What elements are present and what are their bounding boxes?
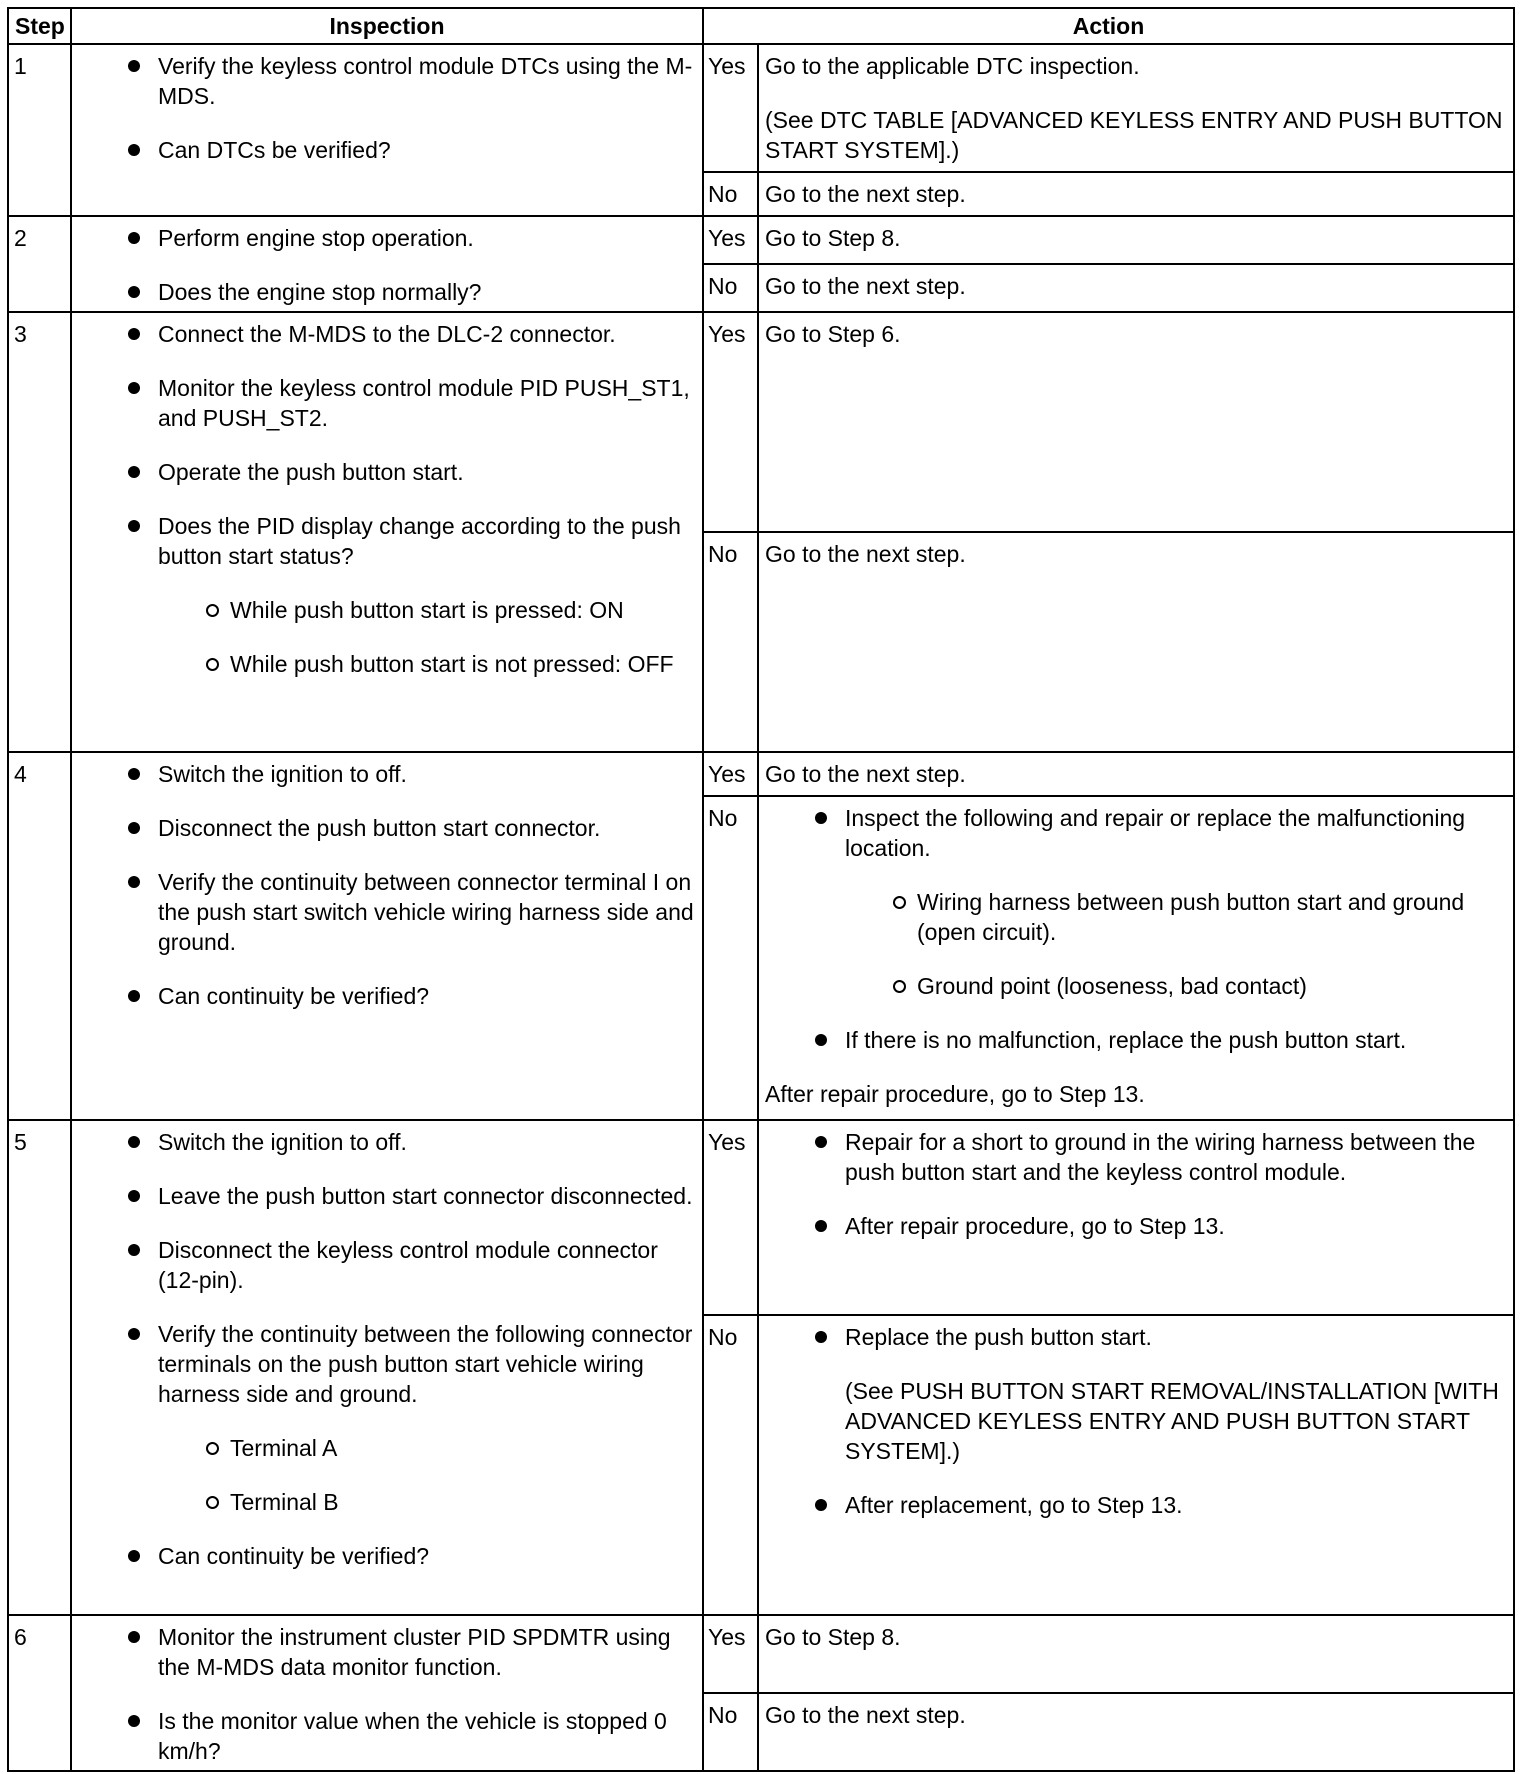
inspection-item: Monitor the keyless control module PID PUSH_ST1, and PUSH_ST2. [78,373,696,433]
inspection-item: Can DTCs be verified? [78,135,696,165]
inspection-item: Does the engine stop normally? [78,277,696,307]
inspection-item: Leave the push button start connector disconnected. [78,1181,696,1211]
no-action-cell: Go to the next step. [758,1693,1514,1771]
step-number: 1 [8,44,71,216]
yes-label: Yes [703,1120,758,1315]
step-2-yes-row [8,216,1514,264]
action-item [765,1322,1507,1466]
inspection-item-text: Verify the continuity between the following connector terminals on the push button start vehicle wiring harness side and ground. [158,1321,693,1407]
no-action-cell [758,1315,1514,1615]
inspection-item: Is the monitor value when the vehicle is stopped 0 km/h? [78,1706,696,1766]
troubleshooting-table [7,7,1515,1772]
inspection-item: Monitor the instrument cluster PID SPDMTR using the M-MDS data monitor function. [78,1622,696,1682]
inspection-subitem: Terminal B [154,1487,696,1517]
inspection-item: Disconnect the push button start connector. [78,813,696,843]
inspection-item: Perform engine stop operation. [78,223,696,253]
no-action-cell: Go to the next step. [758,172,1514,216]
step-number: 4 [8,752,71,1120]
see-reference-note: (See PUSH BUTTON START REMOVAL/INSTALLATION [WITH ADVANCED KEYLESS ENTRY AND PUSH BUTTON START SYSTEM].) [845,1378,1499,1464]
inspection-item [78,1319,696,1517]
header-action: Action [703,8,1514,44]
step-number: 2 [8,216,71,312]
no-label: No [703,532,758,752]
troubleshooting-table-container [7,7,1513,1767]
action-item-text: Inspect the following and repair or replace the malfunctioning location. [845,805,1466,861]
inspection-item: Switch the ignition to off. [78,759,696,789]
yes-label: Yes [703,44,758,172]
header-inspection: Inspection [71,8,703,44]
header-row [8,8,1514,44]
step-5-yes-row [8,1120,1514,1315]
action-item: After replacement, go to Step 13. [765,1490,1507,1520]
yes-action-cell: Go to Step 8. [758,216,1514,264]
yes-action-cell: Go to Step 8. [758,1615,1514,1693]
step-number: 6 [8,1615,71,1771]
step-1-yes-row [8,44,1514,172]
inspection-item: Disconnect the keyless control module connector (12-pin). [78,1235,696,1295]
action-item: After repair procedure, go to Step 13. [765,1211,1507,1241]
inspection-subitem: While push button start is not pressed: OFF [154,649,696,679]
step-3-yes-row [8,312,1514,532]
yes-label: Yes [703,752,758,796]
inspection-cell [71,752,703,1120]
action-item [765,803,1507,1001]
after-repair-text: After repair procedure, go to Step 13. [765,1081,1145,1107]
action-text: Go to the applicable DTC inspection. [765,53,1140,79]
inspection-item-text: Does the PID display change according to the push button start status? [158,513,681,569]
no-label: No [703,1315,758,1615]
action-subitem: Wiring harness between push button start and ground (open circuit). [841,887,1507,947]
yes-action-cell [758,1120,1514,1315]
inspection-cell [71,312,703,752]
inspection-item: Operate the push button start. [78,457,696,487]
step-4-yes-row [8,752,1514,796]
inspection-item: Verify the keyless control module DTCs using the M-MDS. [78,51,696,111]
yes-action-cell: Go to Step 6. [758,312,1514,532]
inspection-subitem: While push button start is pressed: ON [154,595,696,625]
step-number: 5 [8,1120,71,1615]
action-item-text: Replace the push button start. [845,1324,1152,1350]
yes-label: Yes [703,216,758,264]
action-subitem: Ground point (looseness, bad contact) [841,971,1507,1001]
step-6-yes-row [8,1615,1514,1693]
inspection-cell [71,216,703,312]
no-action-cell: Go to the next step. [758,532,1514,752]
inspection-item: Connect the M-MDS to the DLC-2 connector. [78,319,696,349]
no-action-cell [758,796,1514,1120]
action-text: (See DTC TABLE [ADVANCED KEYLESS ENTRY AND PUSH BUTTON START SYSTEM].) [765,107,1503,163]
inspection-cell [71,44,703,216]
inspection-item [78,511,696,679]
yes-label: Yes [703,312,758,532]
yes-action-cell: Go to the next step. [758,752,1514,796]
inspection-item: Can continuity be verified? [78,1541,696,1571]
no-label: No [703,264,758,312]
yes-label: Yes [703,1615,758,1693]
inspection-cell [71,1120,703,1615]
inspection-item: Can continuity be verified? [78,981,696,1011]
no-label: No [703,1693,758,1771]
inspection-item: Verify the continuity between connector terminal I on the push start switch vehicle wiring harness side and ground. [78,867,696,957]
no-label: No [703,172,758,216]
header-step: Step [8,8,71,44]
inspection-item: Switch the ignition to off. [78,1127,696,1157]
inspection-subitem: Terminal A [154,1433,696,1463]
action-item: If there is no malfunction, replace the push button start. [765,1025,1507,1055]
inspection-cell [71,1615,703,1771]
no-action-cell: Go to the next step. [758,264,1514,312]
action-item: Repair for a short to ground in the wiring harness between the push button start and the keyless control module. [765,1127,1507,1187]
yes-action-cell [758,44,1514,172]
no-label: No [703,796,758,1120]
step-number: 3 [8,312,71,752]
